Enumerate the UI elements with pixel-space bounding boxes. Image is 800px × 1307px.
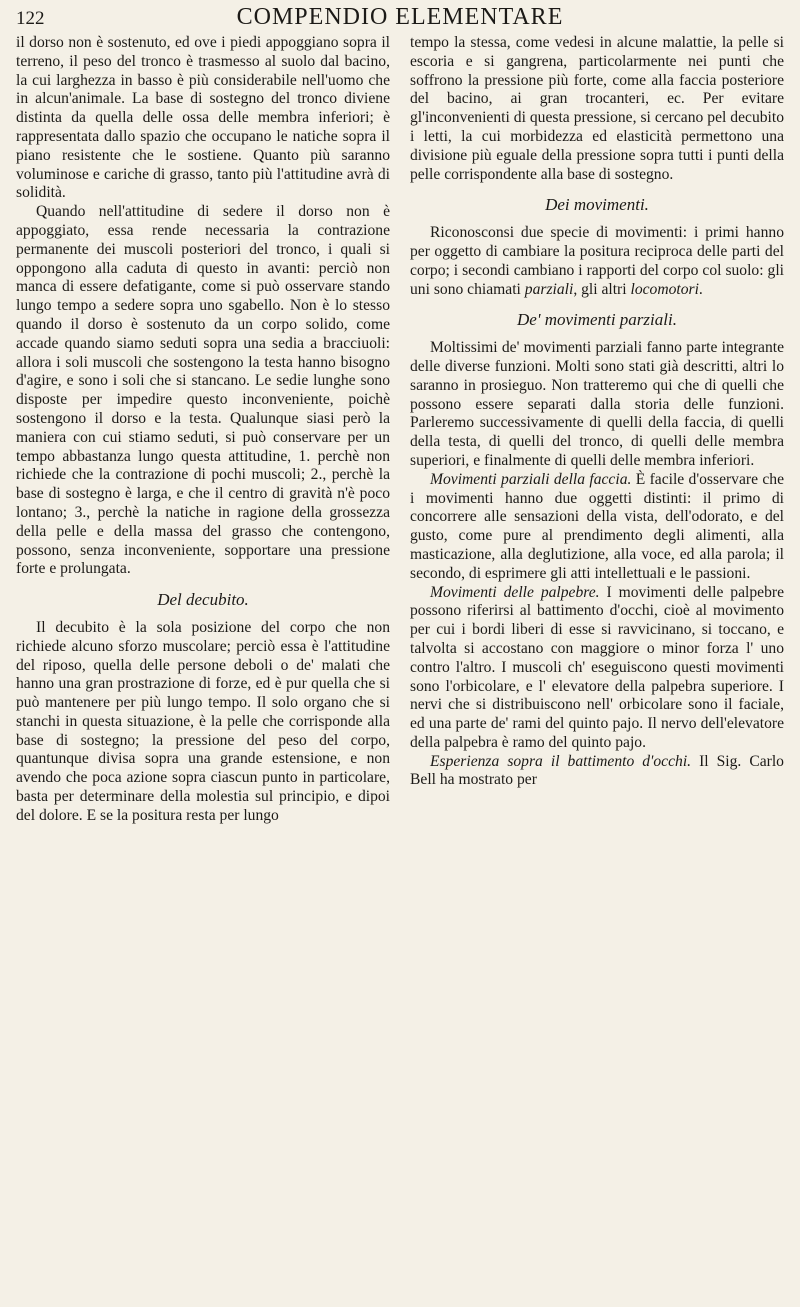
text-run: . [698,280,703,298]
page-number: 122 [16,8,45,29]
section-heading-parziali: De' movimenti parziali. [517,310,677,330]
text-run: I movimenti delle palpebre possono riferirsi al battimento d'occhi, cioè al movimento per cui i bordi liberi di esse si ravvicinano, si toccano, e talvolta si accostano con maggiore o minor forza l' uno contro l'altro. I muscoli ch' eseguiscono questi movimenti sono l'orbicolare, e l' elevatore della palpebra superiore. I nervi che si distribuiscono nell' orbicolare sono il faciale, ed una parte de' rami del quinto pajo. Il nervo dell'elevatore della palpebra è ramo del quinto pajo. [410,583,784,751]
section-heading-movimenti: Dei movimenti. [545,195,649,215]
paragraph [410,224,784,299]
left-column [16,34,390,826]
paragraph: Moltissimi de' movimenti parziali fanno parte integrante delle diverse funzioni. Molti sono stati già descritti, altri lo saranno in prosieguo. Non tratteremo qui che di quelli che possono essere separati dalla storia delle funzioni. Parleremo successivamente di quelli della faccia, di quelli della testa, di quelli del tronco, di quelli delle membra superiori, e finalmente di quelli delle membra inferiori. [410,339,784,469]
paragraph: il dorso non è sostenuto, ed ove i piedi appoggiano sopra il terreno, il peso del tronco è trasmesso al suolo dal bacino, la cui larghezza in basso è più considerabile nell'uomo che in alcun'animale. La base di sostegno del tronco diviene distinta da quella delle ossa delle membra inferiori; è rappresentata dallo spazio che occupano le natiche sopra il piano resistente che le sostiene. Quanto più saranno voluminose e cariche di grasso, tanto più l'attitudine avrà di solidità. [16,34,390,202]
run-in-heading: Esperienza sopra il battimento d'occhi. [430,752,692,770]
right-column [410,34,784,826]
paragraph [410,753,784,791]
paragraph: Quando nell'attitudine di sedere il dorso non è appoggiato, essa rende necessaria la contrazione permanente dei muscoli posteriori del tronco, i quali si oppongono alla caduta di questo in avanti: perciò non manca di essere defatigante, come si può osservare stando lungo tempo a sedere sopra uno sgabello. Non è lo stesso quando il dorso è sostenuto da un corpo solido, come accade quando siamo seduti sopra una sedia a bracciuoli: allora i soli muscoli che sostengono la testa hanno bisogno d'agire, e sono i soli che si stancano. Le sedie lunghe sono disposte per impedire questo inconveniente, poichè sostengono il dorso e la testa. Qualunque siasi però la maniera con cui stiamo seduti, si può conservare per un tempo abbastanza lungo questa attitudine, 1. perchè non richiede che la contrazione di pochi muscoli; 2., perchè la base di sostegno è larga, e che il centro di gravità n'è poco lontano; 3., perchè la natiche in ragione della grossezza della pelle e della massa del grasso che contengono, possono, senza inconveniente, sopportare una pressione forte e prolungata. [16,203,390,578]
section-heading-decubito: Del decubito. [157,590,249,610]
paragraph: Il decubito è la sola posizione del corpo che non richiede alcuno sforzo muscolare; perciò essa è l'attitudine del riposo, quella delle persone deboli o de' malati che hanno una gran prostrazione di forze, ed è pur quella che si può mantenere per più lungo tempo. Il solo organo che si stanchi in questa situazione, è la pelle che corrisponde alla base di sostegno; la pressione del peso del corpo, quantunque divisa sopra una grande estensione, e non avendo che poca azione sopra ciascun punto in particolare, basta per determinare della molestia sul principio, e dipoi del dolore. E se la positura resta per lungo [16,618,390,824]
paragraph: tempo la stessa, come vedesi in alcune malattie, la pelle si escoria e si gangrena, particolarmente nei punti che soffrono la pressione più forte, come alla faccia posteriore del bacino, ai gran trocanteri, ec. Per evitare gl'inconvenienti di questa pressione, si cercano pel decubito i letti, la cui morbidezza ed elasticità permettono una divisione più eguale della pressione sopra tutti i punti della pelle corrispondente alla base di sostegno. [410,34,784,183]
text-run: È facile d'osservare che i movimenti hanno due oggetti distinti: il primo di concorrere alle sensazioni della vista, dell'odorato, e del gusto, come pure al prendimento degli alimenti, alla masticazione, alla deglutizione, alla voce, ed alla parola; il secondo, di esprimere gli atti intellettuali e le passioni. [410,470,784,582]
text-run: Il Sig. Carlo Bell ha mostrato per [410,752,784,789]
text-run: Riconosconsi due specie di movimenti: i primi hanno per oggetto di cambiare la positura reciproca delle parti del corpo; i secondi cambiano i rapporti del corpo col suolo: gli uni sono chiamati [410,224,784,298]
paragraph [410,471,784,584]
italic-term: parziali [524,280,574,298]
italic-term: locomotori [630,280,699,298]
page-header [16,4,784,34]
running-title: COMPENDIO ELEMENTARE [236,4,564,30]
text-run: , gli altri [573,280,631,298]
text-columns [16,34,784,826]
run-in-heading: Movimenti parziali della faccia. [430,470,632,488]
run-in-heading: Movimenti delle palpebre. [430,583,600,601]
paragraph [410,584,784,753]
